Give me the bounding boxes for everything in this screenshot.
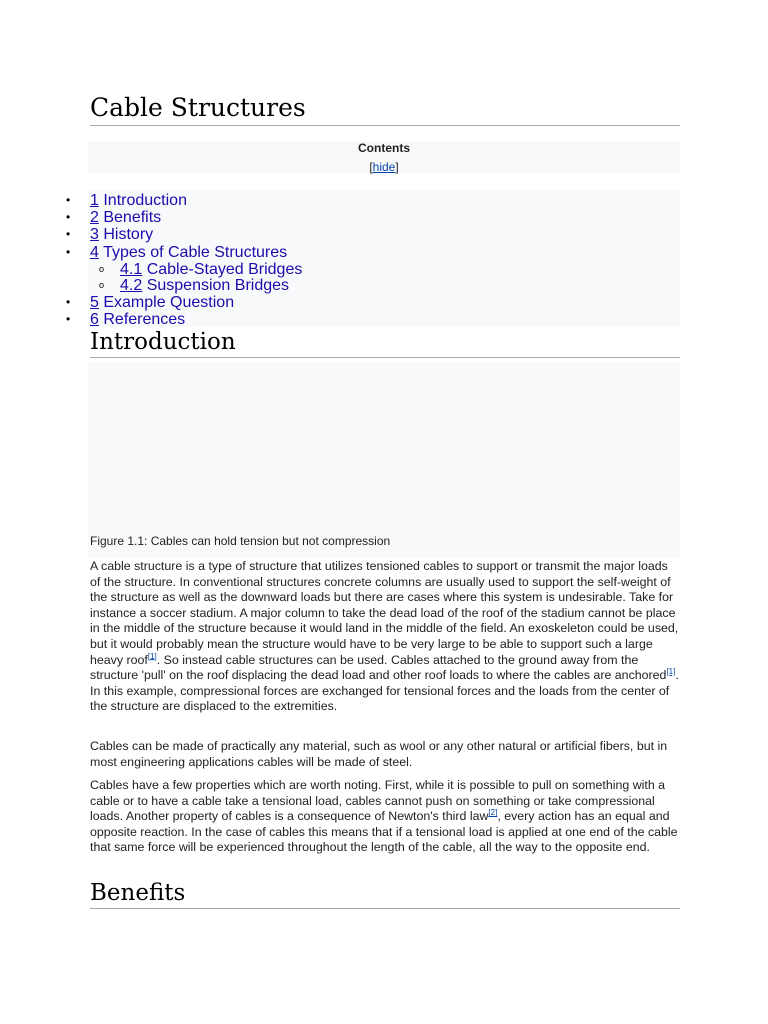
- toc-item-types-of-cable-structures[interactable]: [90, 244, 287, 261]
- toc-item-number: 4.1: [120, 261, 143, 278]
- toc-bullet: •: [66, 295, 71, 309]
- toc-bullet: •: [66, 210, 71, 224]
- paragraph-text: . In this example, compressional forces are exchanged for tensional forces and the loads from the center of the structure are displaced to the extremities.: [90, 668, 679, 714]
- toc-item-label: References: [103, 311, 186, 328]
- intro-paragraph-2: Cables can be made of practically any material, such as wool or any other natural or artificial fibers, but in most engineering applications cables will be made of steel.: [90, 739, 668, 769]
- citation: [488, 808, 497, 817]
- figure-caption: Figure 1.1: Cables can hold tension but not compression: [90, 534, 391, 548]
- toc-item-number: 3: [90, 226, 99, 243]
- toc-toggle-open-bracket: [: [369, 160, 373, 174]
- toc-bullet: •: [66, 193, 71, 207]
- paragraph-text: Cables have a few properties which are worth noting. First, while it is possible to pull on something with a cable or to have a cable take a tensional load, cables cannot push on something or take compressional loads. Another property of cables is a consequence of Newton's third law: [90, 778, 666, 824]
- figure: [88, 362, 680, 558]
- section-heading-introduction: Introduction: [90, 328, 680, 358]
- toc-header: [88, 141, 680, 173]
- toc-item-label: History: [103, 226, 154, 243]
- toc-item-introduction[interactable]: [90, 192, 187, 209]
- toc-item-number: 4: [90, 244, 99, 261]
- paragraph-text: , every action has an equal and opposite reaction. In the case of cables this means that if a tensional load is applied at one end of the cable that same force will be experienced throughout the length of the cable, all the way to the opposite end.: [90, 809, 678, 855]
- toc-hide-link[interactable]: hide: [372, 160, 396, 174]
- toc-sub-bullet: o: [99, 264, 105, 274]
- citation: [148, 651, 157, 660]
- section-heading-benefits: Benefits: [90, 879, 680, 909]
- toc-toggle-close-bracket: ]: [395, 160, 399, 174]
- toc-item-references[interactable]: [90, 311, 185, 328]
- toc-item-number: 4.2: [120, 277, 143, 294]
- intro-paragraph-3: [90, 778, 680, 856]
- paragraph-text: . So instead cable structures can be used. Cables attached to the ground away from the structure 'pull' on the roof displacing the dead load and other roof loads to where the cables are anchored: [90, 652, 667, 683]
- toc-item-label: Example Question: [103, 294, 235, 311]
- toc-bullet: •: [66, 312, 71, 326]
- toc-item-cable-stayed-bridges[interactable]: [120, 261, 302, 278]
- toc-item-label: Suspension Bridges: [146, 277, 290, 294]
- page-title: Cable Structures: [90, 92, 680, 126]
- paragraph-text: A cable structure is a type of structure that utilizes tensioned cables to support or transmit the major loads of the structure. In conventional structures concrete columns are usually used to support the self-weight of the structure as well as the downward loads but there are cases where this system is undesirable. Take for instance a soccer stadium. A major column to take the dead load of the roof of the stadium cannot be place in the middle of the structure because it would land in the middle of the field. An exoskeleton could be used, but it would probably mean the structure would have to be very large to be able to support such a large heavy roof: [90, 559, 679, 667]
- toc-item-number: 1: [90, 192, 99, 209]
- toc-item-example-question[interactable]: [90, 294, 234, 311]
- toc-heading: Contents: [358, 141, 410, 155]
- toc-toggle: [88, 159, 680, 175]
- toc-item-label: Benefits: [103, 209, 162, 226]
- toc-item-label: Introduction: [103, 192, 187, 209]
- toc-item-history[interactable]: [90, 226, 153, 243]
- toc-item-number: 6: [90, 311, 99, 328]
- toc-item-benefits[interactable]: [90, 209, 161, 226]
- citation-link[interactable]: [2]: [488, 808, 498, 818]
- toc-item-number: 5: [90, 294, 99, 311]
- citation-link[interactable]: [1]: [666, 667, 676, 677]
- toc-bullet: •: [66, 245, 71, 259]
- toc-item-number: 2: [90, 209, 99, 226]
- citation-link[interactable]: [1]: [147, 651, 157, 661]
- toc-sub-bullet: o: [99, 280, 105, 290]
- toc-item-label: Types of Cable Structures: [103, 244, 288, 261]
- toc-bullet: •: [66, 227, 71, 241]
- toc-item-label: Cable-Stayed Bridges: [146, 261, 303, 278]
- intro-paragraph-1: [90, 559, 680, 715]
- toc-item-suspension-bridges[interactable]: [120, 277, 289, 294]
